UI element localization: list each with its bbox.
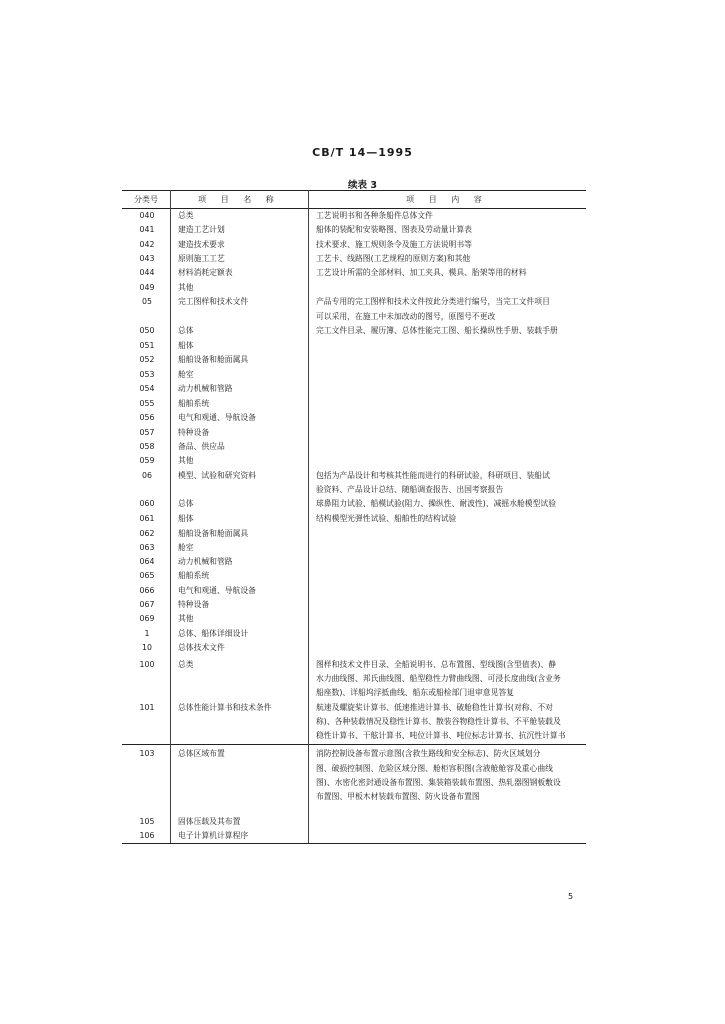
table-row	[122, 641, 586, 655]
row-content: 图、破损控制图、危险区域分图、舱柜容积图(含液舱舱容及重心曲线	[316, 764, 553, 773]
row-content: 工艺设计所需的全部材料、加工夹具、模具、胎架等用的材料	[316, 268, 527, 277]
row-content: 船体的装配和安装略图、图表及劳动量计算表	[316, 225, 472, 234]
table-row	[122, 411, 586, 425]
row-code: 041	[139, 225, 155, 234]
row-code: 050	[139, 326, 155, 335]
row-code: 063	[139, 543, 155, 552]
table-row	[122, 627, 586, 641]
column-header-content: 项 目 内 容	[406, 195, 488, 204]
table-row	[122, 252, 586, 266]
row-content: 消防控制设备布置示意图(含救生路线和安全标志)、防火区域划分	[316, 749, 541, 758]
table-row	[122, 295, 586, 309]
table-row	[122, 310, 586, 324]
table-row	[122, 701, 586, 715]
row-code: 044	[139, 268, 155, 277]
row-name: 总体技术文件	[178, 643, 225, 652]
row-code: 103	[139, 749, 155, 758]
row-name: 材料消耗定额表	[178, 268, 233, 277]
table-row	[122, 747, 586, 761]
row-name: 总类	[178, 660, 194, 669]
row-name: 特种设备	[178, 428, 210, 437]
row-code: 051	[139, 341, 155, 350]
row-name: 特种设备	[178, 600, 210, 609]
row-code: 061	[139, 514, 155, 523]
row-content: 验资料、产品设计总结、随船调查报告、出国考察报告	[316, 485, 504, 494]
row-content: 工艺说明书和各种条船件总体文件	[316, 211, 433, 220]
table-row	[122, 266, 586, 280]
table-row	[122, 729, 586, 743]
table-row	[122, 512, 586, 526]
table-row	[122, 672, 586, 686]
row-content: 产品专用的完工图样和技术文件按此分类进行编号，当完工文件项目	[316, 297, 550, 306]
table-row	[122, 281, 586, 295]
column-header-name: 项 目 名 称	[198, 195, 280, 204]
table-row	[122, 569, 586, 583]
row-content: 船座数)、详船坞浮抵曲线、船东或船检部门退审意见答复	[316, 688, 514, 697]
row-code: 06	[142, 471, 152, 480]
row-name: 总体、船体详细设计	[178, 629, 249, 638]
row-content: 航速及螺旋桨计算书、低速推进计算书、破舱稳性计算书(对称、不对	[316, 703, 553, 712]
table-row	[122, 483, 586, 497]
row-name: 舱室	[178, 543, 194, 552]
row-name: 固体压载及其布置	[178, 817, 241, 826]
table-row	[122, 339, 586, 353]
row-name: 其他	[178, 614, 194, 623]
row-code: 066	[139, 586, 155, 595]
table-row	[122, 497, 586, 511]
table-bottom-rule	[122, 843, 586, 844]
table-row	[122, 541, 586, 555]
row-code: 064	[139, 557, 155, 566]
table-row	[122, 469, 586, 483]
page-header: CB/T 14—1995	[312, 146, 413, 159]
table-section-rule	[122, 744, 586, 745]
row-name: 船体	[178, 514, 194, 523]
table-row	[122, 440, 586, 454]
table-caption: 续表 3	[348, 180, 377, 191]
table-row	[122, 209, 586, 223]
table-row	[122, 715, 586, 729]
row-name: 船舶设备和舱面属具	[178, 355, 249, 364]
table-row	[122, 397, 586, 411]
row-code: 062	[139, 529, 155, 538]
row-content: 球鼻阻力试验、船模试验(阻力、操纵性、耐波性)、减摇水舱模型试验	[316, 499, 556, 508]
row-name: 总体性能计算书和技术条件	[178, 703, 272, 712]
row-content: 布置图、甲板木材装载布置图、防火设备布置图	[316, 792, 480, 801]
column-header-code: 分类号	[134, 195, 158, 204]
table-row	[122, 382, 586, 396]
row-name: 总体	[178, 326, 194, 335]
row-code: 10	[142, 643, 152, 652]
row-code: 058	[139, 442, 155, 451]
row-code: 042	[139, 240, 155, 249]
row-content: 图)、水密化密封通设备布置图、集装箱装载布置图、热轧器图钢板敷设	[316, 778, 561, 787]
table-row	[122, 815, 586, 829]
row-code: 059	[139, 456, 155, 465]
row-name: 船体	[178, 341, 194, 350]
row-code: 069	[139, 614, 155, 623]
row-content: 水力曲线图、邦氏曲线图、船型稳性力臂曲线图、可浸长度曲线(含业务	[316, 674, 561, 683]
table-row	[122, 238, 586, 252]
row-content: 图样和技术文件目录、全船说明书、总布置图、型线图(含型值表)、静	[316, 660, 556, 669]
row-code: 040	[139, 211, 155, 220]
row-name: 备品、供应品	[178, 442, 225, 451]
row-content: 技术要求、施工规则条令及施工方法说明书等	[316, 240, 472, 249]
row-name: 船舶系统	[178, 399, 210, 408]
row-name: 电气和观通、导航设备	[178, 413, 256, 422]
row-code: 105	[139, 817, 155, 826]
table-row	[122, 324, 586, 338]
table-row	[122, 829, 586, 843]
row-code: 05	[142, 297, 152, 306]
page-number: 5	[568, 892, 574, 901]
row-name: 动力机械和管路	[178, 384, 233, 393]
row-name: 完工图样和技术文件	[178, 297, 249, 306]
row-code: 067	[139, 600, 155, 609]
row-content: 完工文件目录、履历簿、总体性能完工图、船长操纵性手册、装载手册	[316, 326, 558, 335]
table-row	[122, 368, 586, 382]
row-code: 049	[139, 283, 155, 292]
row-content: 稳性计算书、干舷计算书、吨位计算书、吨位标志计算书、抗沉性计算书	[316, 731, 566, 740]
table-row	[122, 223, 586, 237]
row-content: 结构模型光弹性试验、船舶性的结构试验	[316, 514, 457, 523]
row-name: 舱室	[178, 370, 194, 379]
row-code: 053	[139, 370, 155, 379]
row-code: 056	[139, 413, 155, 422]
row-content: 可以采用，在施工中未加改动的图号，原图号不更改	[316, 312, 496, 321]
row-name: 总体	[178, 499, 194, 508]
row-name: 船舶系统	[178, 571, 210, 580]
table-top-rule	[122, 190, 586, 191]
row-code: 055	[139, 399, 155, 408]
row-name: 模型、试验和研究资料	[178, 471, 256, 480]
row-code: 054	[139, 384, 155, 393]
row-code: 065	[139, 571, 155, 580]
row-name: 总类	[178, 211, 194, 220]
table-row	[122, 353, 586, 367]
row-content: 工艺卡、线路图(工艺规程的原则方案)和其他	[316, 254, 471, 263]
row-name: 船舶设备和舱面属具	[178, 529, 249, 538]
row-name: 建造工艺计划	[178, 225, 225, 234]
row-name: 建造技术要求	[178, 240, 225, 249]
row-name: 原则施工工艺	[178, 254, 225, 263]
row-code: 1	[144, 629, 150, 638]
row-name: 电气和观通、导航设备	[178, 586, 256, 595]
row-code: 043	[139, 254, 155, 263]
table-row	[122, 686, 586, 700]
row-code: 101	[139, 703, 155, 712]
row-name: 其他	[178, 456, 194, 465]
row-code: 100	[139, 660, 155, 669]
row-code: 060	[139, 499, 155, 508]
row-content: 包括为产品设计和考核其性能而进行的科研试验，科研项目、装船试	[316, 471, 550, 480]
row-name: 总体区域布置	[178, 749, 225, 758]
row-content: 称)、各种装载情况及稳性计算书、散装谷物稳性计算书、不平舱装载及	[316, 717, 561, 726]
table-row	[122, 598, 586, 612]
table-row	[122, 527, 586, 541]
row-code: 052	[139, 355, 155, 364]
table-row	[122, 454, 586, 468]
row-code: 106	[139, 831, 155, 840]
table-row	[122, 612, 586, 626]
table-row	[122, 790, 586, 804]
table-row	[122, 776, 586, 790]
table-row	[122, 426, 586, 440]
row-name: 其他	[178, 283, 194, 292]
table-row	[122, 658, 586, 672]
row-name: 动力机械和管路	[178, 557, 233, 566]
table-row	[122, 584, 586, 598]
row-code: 057	[139, 428, 155, 437]
row-name: 电子计算机计算程序	[178, 831, 249, 840]
table-row	[122, 555, 586, 569]
table-row	[122, 762, 586, 776]
